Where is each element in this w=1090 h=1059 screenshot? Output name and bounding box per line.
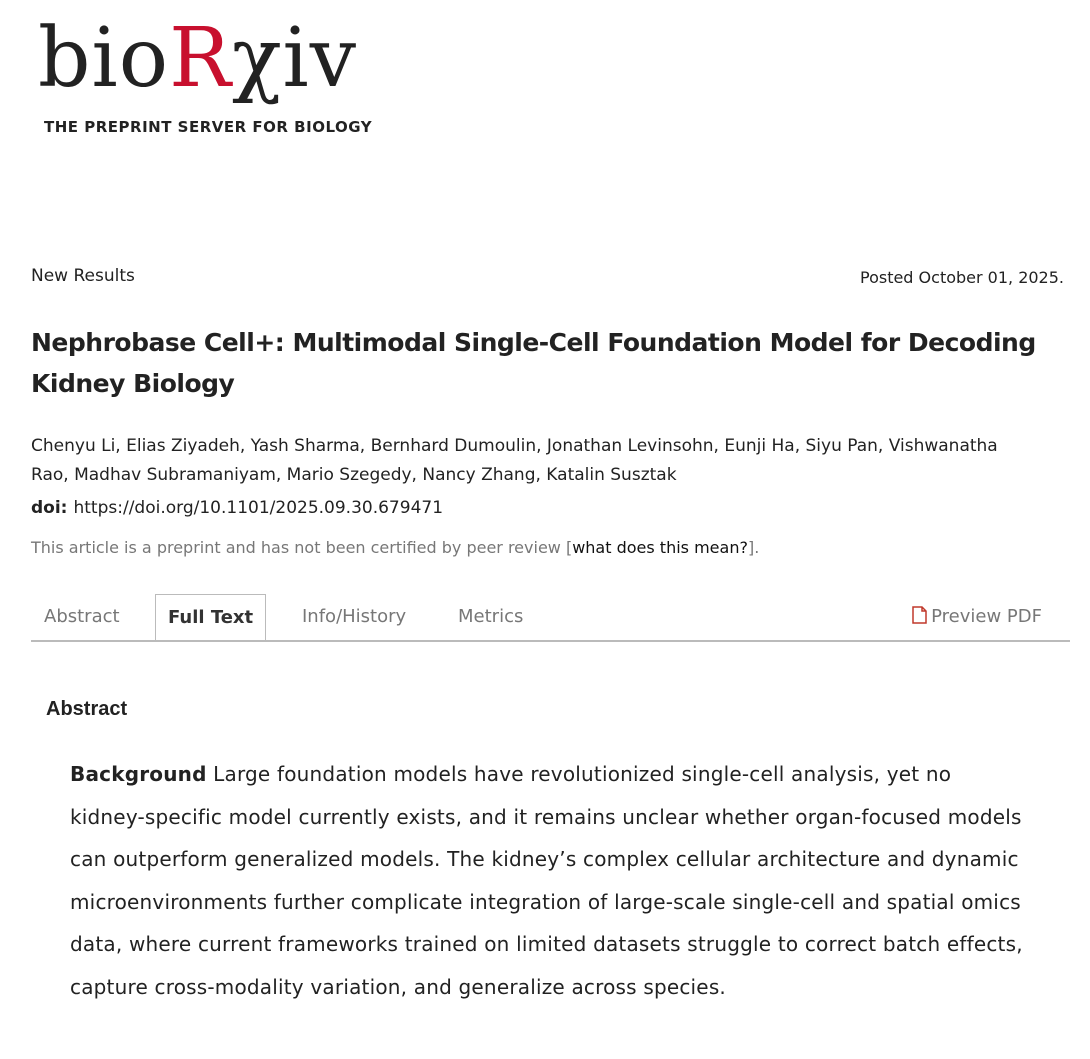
pdf-file-icon [912, 606, 927, 624]
tab-full-text[interactable]: Full Text [155, 594, 266, 640]
logo-tagline: THE PREPRINT SERVER FOR BIOLOGY [44, 118, 373, 136]
article-title: Nephrobase Cell+: Multimodal Single-Cell Foundation Model for Decoding Kidney Biology [31, 328, 1036, 398]
background-label: Background [70, 762, 207, 786]
abstract-heading: Abstract [46, 698, 128, 720]
logo-text: bio [38, 11, 170, 106]
doi-link[interactable]: https://doi.org/10.1101/2025.09.30.679471 [73, 498, 444, 518]
doi-label: doi: [31, 498, 68, 518]
logo-r: R [169, 11, 232, 106]
what-does-this-mean-link[interactable]: what does this mean? [572, 538, 748, 557]
article-section: New Results [31, 266, 135, 286]
note-text: This article is a preprint and has not been certified by peer review [ [31, 538, 573, 557]
author-list: Chenyu Li, Elias Ziyadeh, Yash Sharma, Bernhard Dumoulin, Jonathan Levinsohn, Eunji Ha, Siyu Pan, Vishwanatha Rao, Madhav Subramaniyam, Mario Szegedy, Nancy Zhang, Katalin Susztak [31, 436, 998, 485]
article-tabs [31, 594, 1070, 642]
tab-metrics[interactable]: Metrics [458, 606, 524, 627]
biorxiv-logo[interactable] [38, 11, 373, 136]
tab-abstract[interactable]: Abstract [44, 606, 120, 627]
preview-pdf-label: Preview PDF [931, 606, 1042, 627]
preprint-note [31, 538, 759, 557]
note-end: ]. [747, 538, 760, 557]
posted-date: Posted October 01, 2025. [859, 268, 1064, 287]
preview-pdf-button[interactable] [912, 606, 1042, 627]
abstract-background [70, 753, 1030, 1008]
doi [31, 498, 443, 518]
logo-text-suffix: χiv [231, 11, 358, 106]
tab-info-history[interactable]: Info/History [302, 606, 407, 627]
background-text: Large foundation models have revolutionized single-cell analysis, yet no kidney-specific model currently exists, and it remains unclear whether organ-focused models can outperform generalized models. The kidney’s complex cellular architecture and dynamic microenvironments further complicate integration of large-scale single-cell and spatial omics data, where current frameworks trained on limited datasets struggle to correct batch effects, capture cross-modality variation, and generalize across species. [70, 762, 1023, 999]
